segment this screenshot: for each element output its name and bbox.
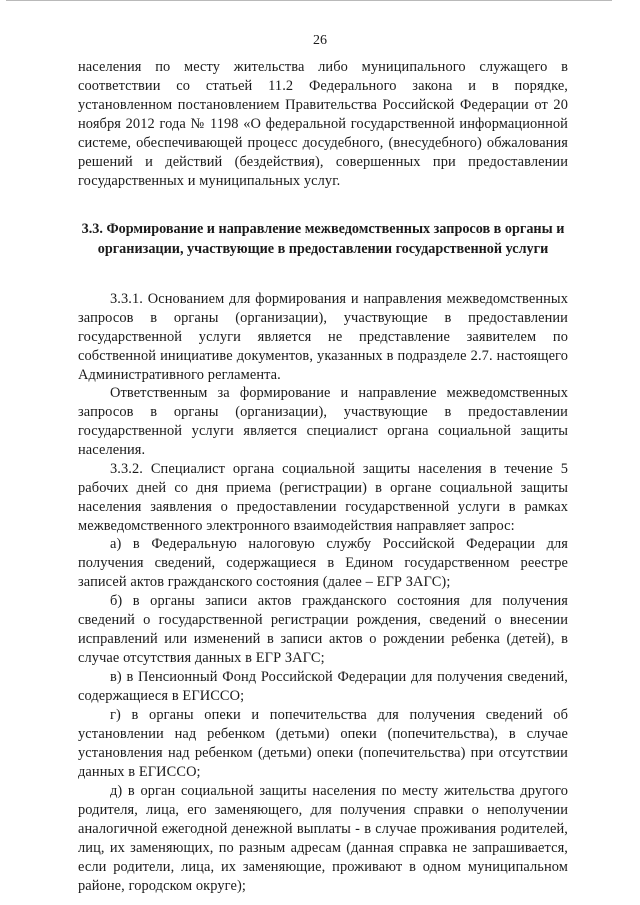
list-item-a: а) в Федеральную налоговую службу Российской Федерации для получения сведений, содержащиеся в Едином государственном реестре записей актов гражданского состояния (далее – ЕГР ЗАГС);: [78, 536, 568, 590]
paragraph-3-3-1: 3.3.1. Основанием для формирования и направления межведомственных запросов в органы (организации), участвующие в предоставлении государственной услуги является не представление заявителем по собственной инициативе документов, указанных в подразделе 2.7. настоящего Административного регламента.: [78, 291, 568, 383]
list-item-g: г) в органы опеки и попечительства для получения сведений об установлении над ребенком (детьми) опеки (попечительства), в случае установления над ребенком (детьми) опеки (попечительства) при отсутствии данных в ЕГИССО;: [78, 707, 568, 780]
scan-top-edge-line: [6, 0, 612, 1]
list-item-b: б) в органы записи актов гражданского состояния для получения сведений о государственной регистрации рождения, сведений о внесении исправлений или изменений в записи актов о рождении ребенка (детей), в случае отсутствия данных в ЕГР ЗАГС;: [78, 593, 568, 666]
paragraph-continuation: населения по месту жительства либо муниципального служащего в соответствии со статьей 11.2 Федерального закона и в порядке, установленном постановлением Правительства Российской Федерации от 20 ноября 2012 года № 1198 «О федеральной государственной информационной системе, обеспечивающей процесс досудебного, (внесудебного) обжалования решений и действий (бездействия), совершенных при предоставлении государственных и муниципальных услуг.: [78, 59, 568, 189]
paragraph-responsible: Ответственным за формирование и направление межведомственных запросов в органы (организации), участвующие в предоставлении государственной услуги является специалист органа социальной защиты населения.: [78, 385, 568, 458]
paragraph-3-3-2: 3.3.2. Специалист органа социальной защиты населения в течение 5 рабочих дней со дня приема (регистрации) в органе социальной защиты населения заявления о предоставлении государственной услуги в рамках межведомственного электронного взаимодействия направляет запрос:: [78, 461, 568, 534]
section-heading: 3.3. Формирование и направление межведомственных запросов в органы и организации, участвующие в предоставлении государственной услуги: [81, 221, 565, 257]
list-item-d: д) в орган социальной защиты населения по месту жительства другого родителя, лица, его заменяющего, для получения справки о неполучении аналогичной ежегодной денежной выплаты - в случае проживания родителей, лиц, их заменяющих, по разным адресам (данная справка не запрашивается, если родители, лица, их заменяющие, проживают в одном муниципальном районе, городском округе);: [78, 783, 568, 894]
list-item-v: в) в Пенсионный Фонд Российской Федерации для получения сведений, содержащиеся в ЕГИССО;: [78, 669, 568, 704]
page-number: 26: [313, 33, 327, 48]
